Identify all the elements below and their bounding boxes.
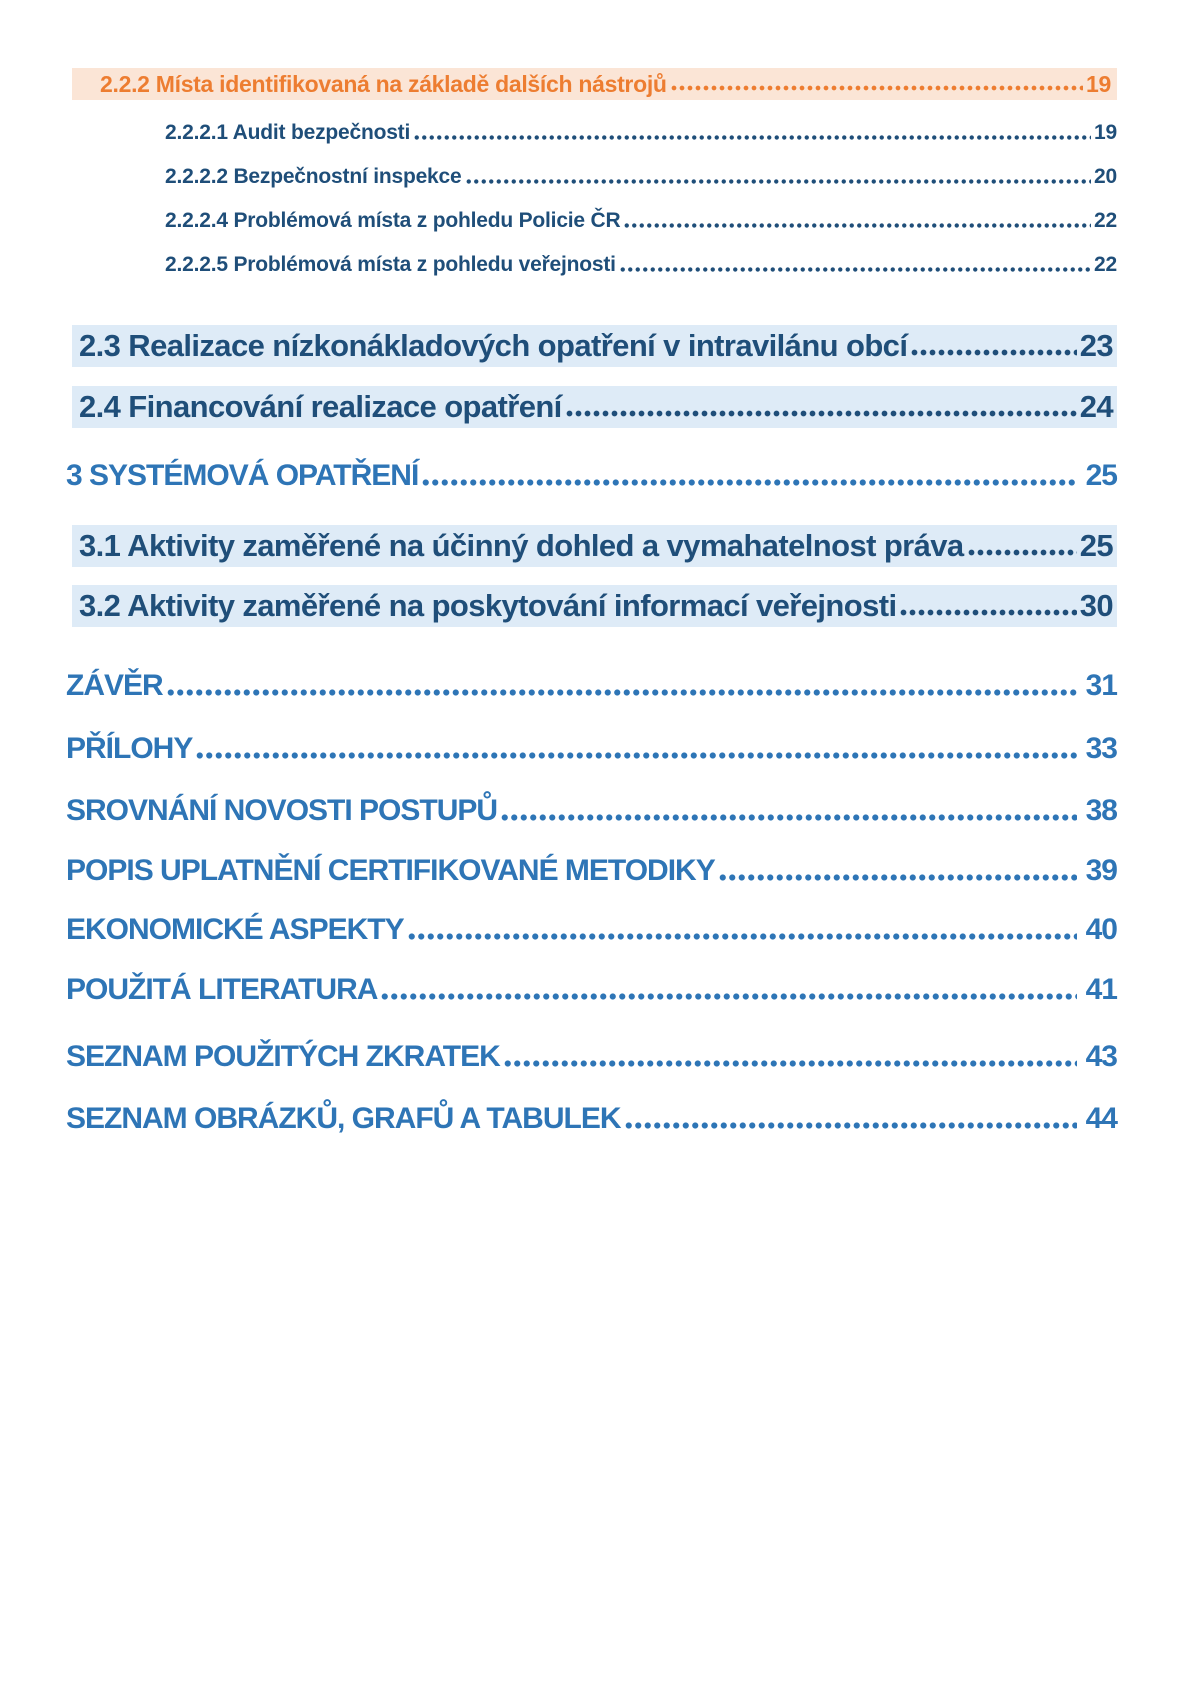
- dot-leader: [166, 667, 1077, 705]
- toc-entry-label: 3.2 Aktivity zaměřené na poskytování informací veřejnosti: [79, 588, 897, 623]
- dot-leader: [407, 911, 1077, 949]
- toc-entry-label: 2.3 Realizace nízkonákladových opatření v intravilánu obcí: [79, 328, 908, 363]
- dot-leader: [623, 207, 1091, 235]
- toc-entry-label: 2.2.2.4 Problémová místa z pohledu Policie ČR: [165, 209, 621, 232]
- toc-entry-page: 25: [1085, 459, 1117, 492]
- toc-entry-label: 2.4 Financování realizace opatření: [79, 389, 562, 424]
- toc-entry: [66, 1100, 1117, 1138]
- toc-list: [66, 68, 1117, 1138]
- toc-entry-page: 25: [1079, 528, 1113, 563]
- toc-entry-page: 33: [1085, 732, 1117, 765]
- toc-entry-page: 24: [1079, 389, 1113, 424]
- toc-entry: [72, 386, 1117, 428]
- dot-leader: [910, 325, 1076, 367]
- dot-leader: [718, 852, 1077, 890]
- toc-entry-label: 2.2.2.1 Audit bezpečnosti: [165, 121, 411, 144]
- toc-entry-page: 43: [1085, 1040, 1117, 1073]
- toc-entry-page: 31: [1085, 669, 1117, 702]
- toc-entry: [165, 163, 1117, 191]
- dot-leader: [624, 1100, 1077, 1138]
- toc-entry-label: SEZNAM OBRÁZKŮ, GRAFŮ A TABULEK: [66, 1102, 621, 1135]
- toc-entry-label: 3.1 Aktivity zaměřené na účinný dohled a vymahatelnost práva: [79, 528, 964, 563]
- toc-entry: [165, 119, 1117, 147]
- toc-entry: [66, 852, 1117, 890]
- dot-leader: [500, 792, 1077, 830]
- toc-entry: [165, 207, 1117, 235]
- toc-entry-label: PŘÍLOHY: [66, 732, 193, 765]
- toc-entry-page: 44: [1085, 1102, 1117, 1135]
- toc-entry-label: EKONOMICKÉ ASPEKTY: [66, 913, 404, 946]
- toc-entry-page: 41: [1085, 973, 1117, 1006]
- dot-leader: [899, 585, 1076, 627]
- dot-leader: [380, 971, 1076, 1009]
- toc-entry-page: 39: [1085, 854, 1117, 887]
- toc-entry: [66, 730, 1117, 768]
- dot-leader: [421, 457, 1076, 495]
- dot-leader: [670, 68, 1083, 100]
- toc-entry-page: 22: [1094, 253, 1117, 276]
- toc-entry: [72, 525, 1117, 567]
- dot-leader: [619, 251, 1091, 279]
- toc-entry-label: SEZNAM POUŽITÝCH ZKRATEK: [66, 1040, 500, 1073]
- toc-entry: [72, 68, 1117, 100]
- toc-entry-label: ZÁVĚR: [66, 669, 163, 702]
- toc-entry: [165, 251, 1117, 279]
- toc-entry-page: 19: [1094, 121, 1117, 144]
- toc-entry-label: SROVNÁNÍ NOVOSTI POSTUPŮ: [66, 794, 498, 827]
- dot-leader: [503, 1038, 1077, 1076]
- toc-entry: [72, 585, 1117, 627]
- dot-leader: [565, 386, 1077, 428]
- toc-entry-page: 19: [1086, 70, 1111, 97]
- dot-leader: [967, 525, 1077, 567]
- dot-leader: [465, 163, 1092, 191]
- toc-entry-page: 40: [1085, 913, 1117, 946]
- toc-entry: [72, 325, 1117, 367]
- toc-entry-label: 3 SYSTÉMOVÁ OPATŘENÍ: [66, 459, 419, 492]
- dot-leader: [413, 119, 1091, 147]
- toc-entry-label: 2.2.2 Místa identifikovaná na základě dalších nástrojů: [100, 70, 667, 97]
- toc-entry: [66, 1038, 1117, 1076]
- toc-entry-page: 23: [1079, 328, 1113, 363]
- toc-entry-label: 2.2.2.5 Problémová místa z pohledu veřejnosti: [165, 253, 616, 276]
- dot-leader: [195, 730, 1076, 768]
- toc-entry-page: 38: [1085, 794, 1117, 827]
- toc-entry: [66, 911, 1117, 949]
- toc-entry-page: 20: [1094, 165, 1117, 188]
- toc-entry-label: POPIS UPLATNĚNÍ CERTIFIKOVANÉ METODIKY: [66, 854, 715, 887]
- toc-entry-label: POUŽITÁ LITERATURA: [66, 973, 378, 1006]
- toc-entry-label: 2.2.2.2 Bezpečnostní inspekce: [165, 165, 462, 188]
- toc-entry-page: 30: [1079, 588, 1113, 623]
- toc-entry: [66, 792, 1117, 830]
- toc-entry-page: 22: [1094, 209, 1117, 232]
- toc-entry: [66, 971, 1117, 1009]
- toc-entry: [66, 667, 1117, 705]
- toc-entry: [66, 457, 1117, 495]
